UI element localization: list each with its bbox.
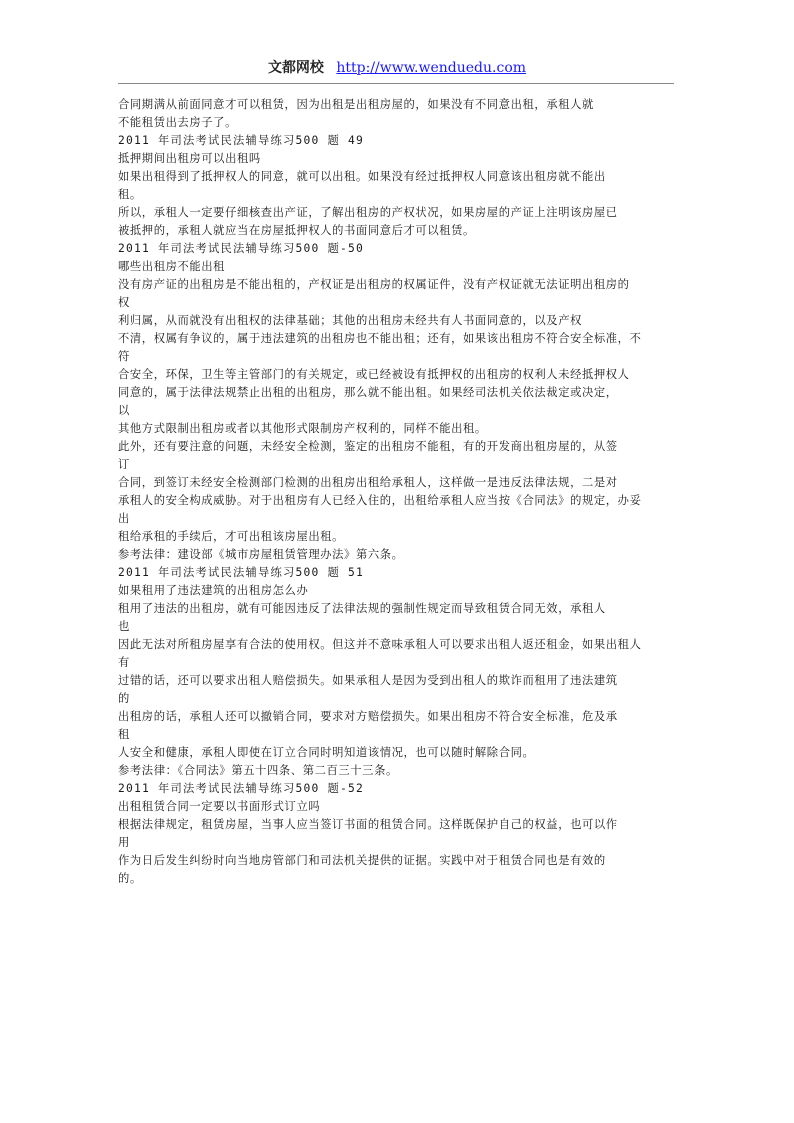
body-paragraph: 被抵押的，承租人就应当在房屋抵押权人的书面同意后才可以租赁。 xyxy=(118,224,475,237)
section-heading: 2011 年司法考试民法辅导练习500 题-52 xyxy=(118,782,364,795)
body-paragraph: 作为日后发生纠纷时向当地房管部门和司法机关提供的证据。实践中对于租赁合同也是有效的 xyxy=(118,854,606,867)
body-paragraph: 的。 xyxy=(118,872,142,885)
section-heading: 2011 年司法考试民法辅导练习500 题 51 xyxy=(118,566,364,579)
body-paragraph: 订 xyxy=(118,458,130,471)
body-paragraph: 租用了违法的出租房，就有可能因违反了法律法规的强制性规定而导致租赁合同无效，承租人 xyxy=(118,602,606,615)
body-paragraph: 合安全，环保，卫生等主管部门的有关规定，或已经被设有抵押权的出租房的权利人未经抵押权人 xyxy=(118,368,630,381)
body-paragraph: 利归属，从而就没有出租权的法律基础；其他的出租房未经共有人书面同意的，以及产权 xyxy=(118,314,582,327)
body-paragraph: 哪些出租房不能出租 xyxy=(118,260,226,273)
header-divider xyxy=(118,83,674,84)
body-paragraph: 租 xyxy=(118,728,130,741)
body-paragraph: 租给承租的手续后，才可出租该房屋出租。 xyxy=(118,530,345,543)
body-paragraph: 不能租赁出去房子了。 xyxy=(118,116,237,129)
document-body xyxy=(118,96,674,888)
body-paragraph: 也 xyxy=(118,620,130,633)
body-paragraph: 根据法律规定，租赁房屋，当事人应当签订书面的租赁合同。这样既保护自己的权益，也可以作 xyxy=(118,818,618,831)
body-paragraph: 权 xyxy=(118,296,130,309)
body-paragraph: 如果出租得到了抵押权人的同意，就可以出租。如果没有经过抵押权人同意该出租房就不能出 xyxy=(118,170,606,183)
body-paragraph: 参考法律：建设部《城市房屋租赁管理办法》第六条。 xyxy=(118,548,404,561)
body-paragraph: 合同，到签订未经安全检测部门检测的出租房出租给承租人，这样做一是违反法律法规，二是对 xyxy=(118,476,618,489)
body-paragraph: 承租人的安全构成威胁。对于出租房有人已经入住的，出租给承租人应当按《合同法》的规定，办妥 xyxy=(118,494,642,507)
body-paragraph: 以 xyxy=(118,404,130,417)
body-paragraph: 如果租用了违法建筑的出租房怎么办 xyxy=(118,584,309,597)
brand-name: 文都网校 xyxy=(267,60,324,76)
body-paragraph: 所以，承租人一定要仔细核查出产证，了解出租房的产权状况，如果房屋的产证上注明该房屋已 xyxy=(118,206,618,219)
body-paragraph: 人安全和健康，承租人即使在订立合同时明知道该情况，也可以随时解除合同。 xyxy=(118,746,535,759)
body-paragraph: 出租房的话，承租人还可以撤销合同，要求对方赔偿损失。如果出租房不符合安全标准，危及承 xyxy=(118,710,618,723)
body-paragraph: 有 xyxy=(118,656,130,669)
body-paragraph: 出 xyxy=(118,512,130,525)
body-paragraph: 参考法律：《合同法》第五十四条、第二百三十三条。 xyxy=(118,764,398,777)
body-paragraph: 过错的话，还可以要求出租人赔偿损失。如果承租人是因为受到出租人的欺诈而租用了违法建筑 xyxy=(118,674,618,687)
body-paragraph: 用 xyxy=(118,836,130,849)
body-paragraph: 因此无法对所租房屋享有合法的使用权。但这并不意味承租人可以要求出租人返还租金，如果出租人 xyxy=(118,638,642,651)
body-paragraph: 抵押期间出租房可以出租吗 xyxy=(118,152,261,165)
body-paragraph: 同意的，属于法律法规禁止出租的出租房，那么就不能出租。如果经司法机关依法裁定或决定， xyxy=(118,386,618,399)
site-url-link[interactable]: http://www.wenduedu.com xyxy=(336,60,527,76)
body-paragraph: 不清，权属有争议的，属于违法建筑的出租房也不能出租；还有，如果该出租房不符合安全标准，不 xyxy=(118,332,642,345)
body-paragraph: 没有房产证的出租房是不能出租的，产权证是出租房的权属证件，没有产权证就无法证明出租房的 xyxy=(118,278,630,291)
body-paragraph: 其他方式限制出租房或者以其他形式限制房产权利的，同样不能出租。 xyxy=(118,422,487,435)
body-paragraph: 合同期满从前面同意才可以租赁，因为出租是出租房屋的，如果没有不同意出租，承租人就 xyxy=(118,98,594,111)
body-paragraph: 出租租赁合同一定要以书面形式订立吗 xyxy=(118,800,321,813)
section-heading: 2011 年司法考试民法辅导练习500 题 49 xyxy=(118,134,364,147)
body-paragraph: 租。 xyxy=(118,188,142,201)
page-header xyxy=(0,58,794,78)
body-paragraph: 符 xyxy=(118,350,130,363)
body-paragraph: 此外，还有要注意的问题，未经安全检测，鉴定的出租房不能租，有的开发商出租房屋的，从签 xyxy=(118,440,618,453)
section-heading: 2011 年司法考试民法辅导练习500 题-50 xyxy=(118,242,364,255)
body-paragraph: 的 xyxy=(118,692,130,705)
